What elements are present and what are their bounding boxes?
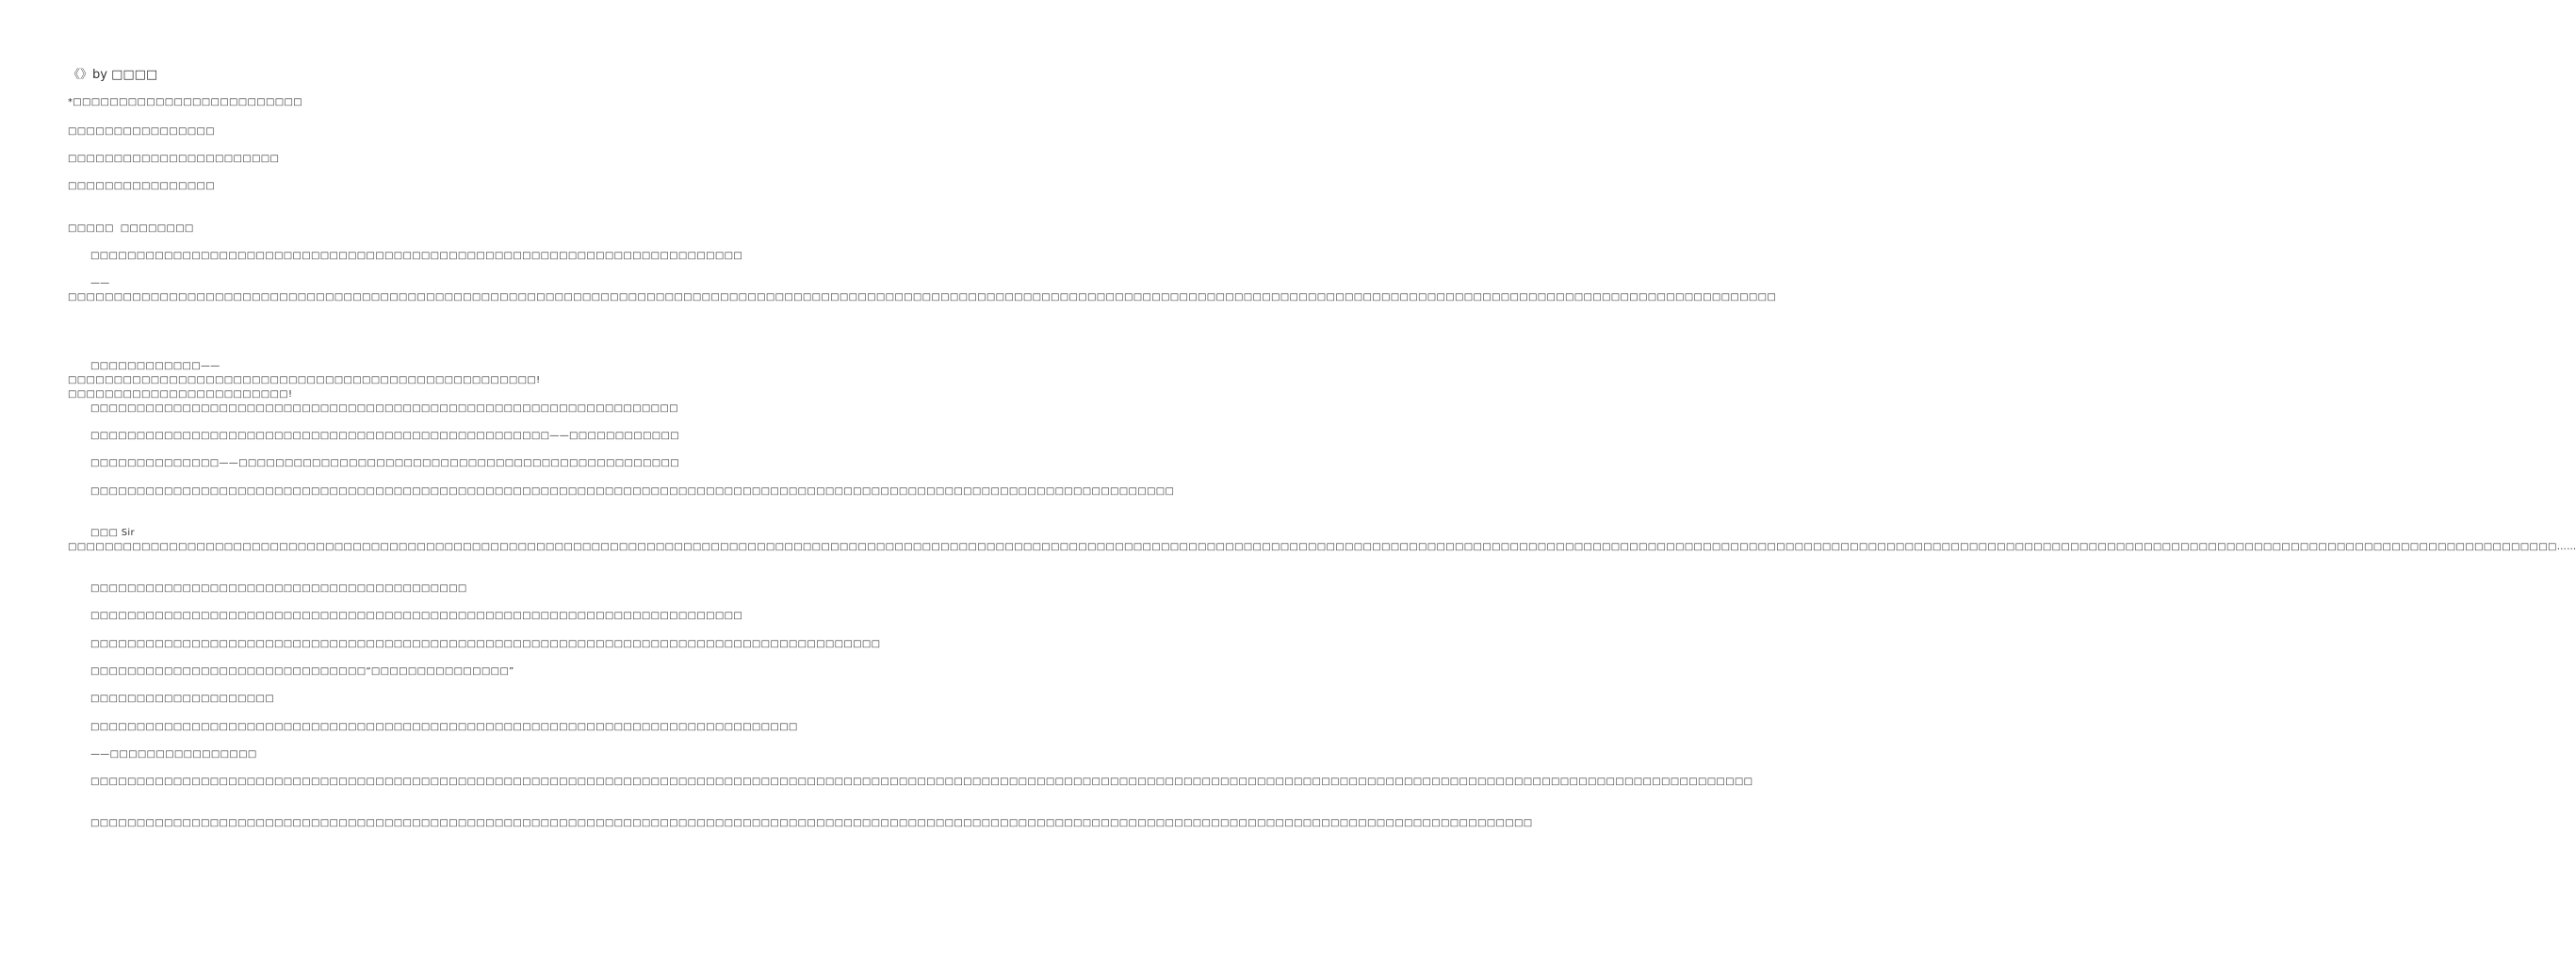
paragraph: □□□□□□□□□□□□□□□□□□□□□□□□□□□□□□□□□□□□□□□□□□□□□□□□□□□□□□□□□□□□□□□□□□□□□□□□□□□□□□□□□□□□□□□□□□□□□□□□□□□□□□□□□□□□□□□□□□□□□□□□□□□□□□□□□□□□□□□□□□□□□□□□□□□□□□□□□□□□□ bbox=[90, 818, 1533, 828]
paragraph: □□□□□□□□□□□□□□□□□□□□□□□□□□□□□□“□□□□□□□□□□□□□□□” bbox=[90, 666, 514, 677]
meta-line-1: *□□□□□□□□□□□□□□□□□□□□□□□□□ bbox=[68, 97, 303, 107]
paragraph: □□□□□□□□□□□□□□□□□□□□□□□□□□□□□□□□□□□□□□□□□□□□□□□□□□□□□□□□□□□□□□□□□□□□□□□□□□□□□□□□□□□□□□□□□□□□□□□□□□□□□□□□□□□□□□□□□□□□□□□□□□□□□□□□□□□□□□□□□□□□□□□□□□□□□□□□□□□□□□□□□□□□□□□□□□□□□□□□□□□□□ bbox=[90, 777, 1753, 787]
paragraph: □□□□□□□□□□□□□□□□□□□□□□□□□□□□□□□□□□□□□□□□□□□□□□□□□□□□□□□□□□□□□□□□□□□□□□□□□□□□□□□□□□□□□□□□□□□□□□□□□□□□□□□□□□□□□□□□□□□□□□ bbox=[90, 486, 1175, 497]
paragraph: □□□□□□□□□□□□□□——□□□□□□□□□□□□□□□□□□□□□□□□□□□□□□□□□□□□□□□□□□□□□□□□ bbox=[90, 458, 679, 468]
paragraph: □□□□□□□□□□□□□□□□□□□□□□□□□□□□□□□□□□□□□□□□□□□□□□□□□□□□□□□□□□□□□□□□□□□□□□□ bbox=[90, 251, 743, 261]
paragraph: □□□□□□□□□□□□□□□□□□□□□□□□□□□□□□□□□□□□□□□□□□□□□□□□□□□□□□□□□□□□□□□□ bbox=[90, 403, 678, 414]
paragraph: ——□□□□□□□□□□□□□□□□□□□□□□□□□□□□□□□□□□□□□□□□□□□□□□□□□□□□□□□□□□□□□□□□□□□□□□□□□□□□□□□□□□□□□□□□□□□□□□□□□□□□□□□□□□□□□□□□□□□□□□□□□□□□□□□□□□□□□□□□□□□□□□□□□□□□□□□□□□□□□□□□□□□□□□□□□□□□□□□□□□□□□□□□□□ bbox=[68, 278, 1777, 303]
paragraph: □□□□□□□□□□□□□□□□□□□□□□□□□□□□□□□□□□□□□□□□□ bbox=[90, 583, 467, 594]
chapter-heading: □□□□□ □□□□□□□□ bbox=[68, 223, 194, 234]
paragraph: □□□□□□□□□□□□——□□□□□□□□□□□□□□□□□□□□□□□□□□□□□□□□□□□□□□□□□□□□□□□□□□□!□□□□□□□□□□□□□□□□□□□□□□□□! bbox=[68, 361, 541, 400]
paragraph: □□□□□□□□□□□□□□□□□□□□□□□□□□□□□□□□□□□□□□□□□□□□□□□□□□□□□□□□□□□□□□□□□□□□□□□ bbox=[90, 611, 743, 621]
paragraph: □□□□□□□□□□□□□□□□□□□□ bbox=[90, 694, 274, 704]
paragraph: □□□□□□□□□□□□□□□□□□□□□□□□□□□□□□□□□□□□□□□□□□□□□□□□□□□□□□□□□□□□□□□□□□□□□□□□□□□□□□□□□□□□□□ bbox=[90, 639, 881, 649]
document-title: 《》by □□□□ bbox=[68, 68, 158, 82]
meta-line-2: □□□□□□□□□□□□□□□□ bbox=[68, 126, 215, 137]
paragraph: □□□□□□□□□□□□□□□□□□□□□□□□□□□□□□□□□□□□□□□□□□□□□□□□□□□□□□□□□□□□□□□□□□□□□□□□□□□□□ bbox=[90, 722, 798, 732]
meta-line-3: □□□□□□□□□□□□□□□□□□□□□□□ bbox=[68, 154, 280, 164]
paragraph: ——□□□□□□□□□□□□□□□□ bbox=[90, 749, 257, 760]
paragraph: □□□□□□□□□□□□□□□□□□□□□□□□□□□□□□□□□□□□□□□□□□□□□□□□□□——□□□□□□□□□□□□ bbox=[90, 431, 679, 441]
meta-line-4: □□□□□□□□□□□□□□□□ bbox=[68, 181, 215, 191]
paragraph: □□□ Sir □□□□□□□□□□□□□□□□□□□□□□□□□□□□□□□□□□□□□□□□□□□□□□□□□□□□□□□□□□□□□□□□□□□□□□□□□□□□□□□□□□□□□□□□□□□□□□□□□□□□□□□□□□□□□□□□□□□□□□□□□□□□□□□□□□□□□□□□□□□□□□□□□□□□□□□□□□□□□□□□□□□□□□□□□□□□□□□□□□□□□□□□□□□□□□□□□□□□□□□□□□□□□□□□□□□□□□□□□□□□□□□□□□□□□□□□□□□□□□□□□□□□□□□□□□□□□□□□□□□□□□□□□□□□□□□…… bbox=[68, 528, 2576, 552]
